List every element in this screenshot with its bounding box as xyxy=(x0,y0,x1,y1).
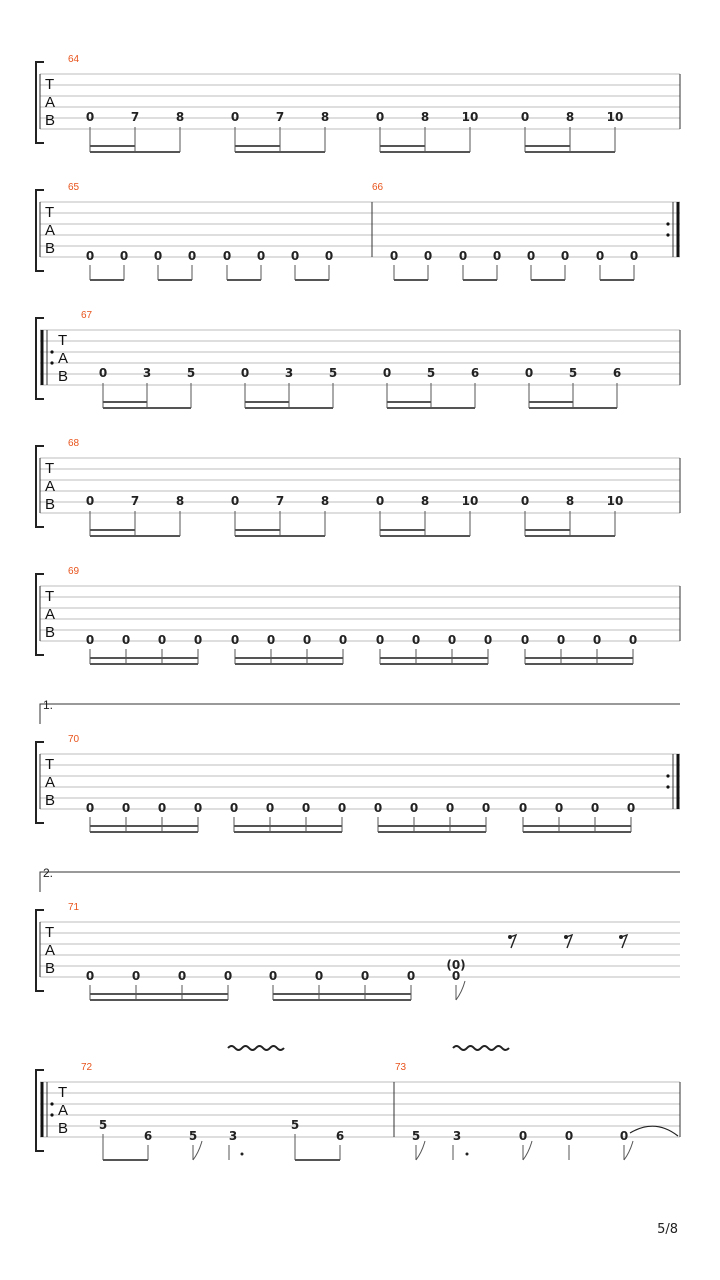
tab-clef-b: B xyxy=(45,496,56,513)
fret-number: 0 xyxy=(406,969,416,983)
fret-number: 6 xyxy=(143,1129,153,1143)
fret-number: 10 xyxy=(461,110,479,124)
eighth-rest-icon xyxy=(508,935,516,948)
fret-number: 0 xyxy=(520,633,530,647)
fret-number: 5 xyxy=(568,366,578,380)
fret-number: 0 xyxy=(266,633,276,647)
repeat-end-dot xyxy=(666,222,669,225)
fret-number: 8 xyxy=(175,110,185,124)
fret-number: 0 xyxy=(222,249,232,263)
measure-number: 69 xyxy=(68,566,80,577)
fret-number: 0 xyxy=(492,249,502,263)
fret-number: 0 xyxy=(592,633,602,647)
measure-number: 67 xyxy=(81,310,93,321)
fret-number: 0 xyxy=(337,801,347,815)
tab-clef-a: A xyxy=(45,478,56,495)
fret-number: 0 xyxy=(324,249,334,263)
fret-number: 0 xyxy=(256,249,266,263)
fret-number: 0 xyxy=(375,110,385,124)
fret-number: 0 xyxy=(360,969,370,983)
tab-clef-t: T xyxy=(45,756,55,773)
fret-number: 0 xyxy=(85,110,95,124)
eighth-rest-icon xyxy=(564,935,572,948)
rhythm-beams xyxy=(90,981,465,1000)
fret-number: 0 xyxy=(230,110,240,124)
tab-clef-t: T xyxy=(58,332,68,349)
tie-icon xyxy=(630,1126,678,1136)
tab-clef-b: B xyxy=(58,1120,69,1137)
fret-number: 5 xyxy=(328,366,338,380)
fret-number: 0 xyxy=(338,633,348,647)
repeat-end-dot xyxy=(666,785,669,788)
fret-number: 0 xyxy=(265,801,275,815)
fret-number: 0 xyxy=(389,249,399,263)
repeat-start-dot xyxy=(50,350,53,353)
fret-number: 6 xyxy=(470,366,480,380)
fret-number: 5 xyxy=(186,366,196,380)
fret-number: 0 xyxy=(302,633,312,647)
fret-number: 0 xyxy=(85,633,95,647)
system-64 xyxy=(36,54,680,152)
fret-number: 5 xyxy=(411,1129,421,1143)
fret-number: 0 xyxy=(518,801,528,815)
fret-number: 0 xyxy=(451,969,461,983)
fret-number: 0 xyxy=(524,366,534,380)
tab-clef-b: B xyxy=(45,240,56,257)
fret-number: 0 xyxy=(85,249,95,263)
fret-number: 0 xyxy=(373,801,383,815)
fret-number: 0 xyxy=(409,801,419,815)
eighth-rest-icon xyxy=(619,935,627,948)
fret-number: 0 xyxy=(628,633,638,647)
system-69 xyxy=(36,566,680,664)
fret-number: 8 xyxy=(420,494,430,508)
fret-number: 6 xyxy=(612,366,622,380)
system-71 xyxy=(36,866,680,1000)
fret-number: 10 xyxy=(606,110,624,124)
fret-number: 8 xyxy=(565,110,575,124)
fret-number: 0 xyxy=(121,633,131,647)
tab-clef-b: B xyxy=(45,112,56,129)
tab-clef-a: A xyxy=(45,774,56,791)
repeat-start-dot xyxy=(50,1102,53,1105)
measure-number: 68 xyxy=(68,438,80,449)
fret-number: 5 xyxy=(188,1129,198,1143)
fret-number: 0 xyxy=(301,801,311,815)
fret-number: 0 xyxy=(619,1129,629,1143)
fret-number: 0 xyxy=(121,801,131,815)
fret-number: 0 xyxy=(240,366,250,380)
fret-number: 0 xyxy=(85,969,95,983)
staff-lines xyxy=(40,1082,680,1137)
repeat-start-dot xyxy=(50,1113,53,1116)
fret-number: 0 xyxy=(481,801,491,815)
system-67 xyxy=(36,310,680,408)
volta-bracket xyxy=(40,872,680,892)
tab-clef-b: B xyxy=(45,792,56,809)
fret-number: 3 xyxy=(284,366,294,380)
fret-number: 0 xyxy=(98,366,108,380)
fret-number: 3 xyxy=(142,366,152,380)
system-65-66 xyxy=(36,182,680,280)
fret-number: 0 xyxy=(411,633,421,647)
fret-number: 5 xyxy=(290,1118,300,1132)
fret-number: 0 xyxy=(229,801,239,815)
staff-lines xyxy=(40,586,680,641)
tab-clef-t: T xyxy=(45,460,55,477)
fret-number: 7 xyxy=(130,110,140,124)
measure-number: 72 xyxy=(81,1062,93,1073)
fret-number: 6 xyxy=(335,1129,345,1143)
measure-number: 64 xyxy=(68,54,80,65)
volta-label: 2. xyxy=(43,866,54,880)
fret-number: 5 xyxy=(98,1118,108,1132)
rhythm-beams xyxy=(90,127,615,152)
fret-number: 0 xyxy=(85,494,95,508)
system-72-73 xyxy=(36,1046,680,1160)
fret-number: 8 xyxy=(565,494,575,508)
fret-number: 0 xyxy=(382,366,392,380)
fret-number: 0 xyxy=(131,969,141,983)
fret-number: 10 xyxy=(461,494,479,508)
repeat-end-dot xyxy=(666,774,669,777)
fret-number: 0 xyxy=(375,633,385,647)
fret-number: 0 xyxy=(447,633,457,647)
staff-lines xyxy=(40,202,680,257)
fret-number: 10 xyxy=(606,494,624,508)
fret-number: 0 xyxy=(629,249,639,263)
repeat-start-dot xyxy=(50,361,53,364)
fret-number: 0 xyxy=(193,633,203,647)
tab-clef-b: B xyxy=(45,960,56,977)
fret-number: 0 xyxy=(483,633,493,647)
fret-number: 0 xyxy=(157,633,167,647)
tab-clef-t: T xyxy=(45,204,55,221)
repeat-end-dot xyxy=(666,233,669,236)
rhythm-beams xyxy=(90,265,634,280)
tab-clef-b: B xyxy=(58,368,69,385)
system-68 xyxy=(36,438,680,536)
fret-number: 3 xyxy=(228,1129,238,1143)
rhythm-beams xyxy=(90,649,633,664)
staff-lines xyxy=(40,330,680,385)
tab-clef-b: B xyxy=(45,624,56,641)
fret-number: 8 xyxy=(320,494,330,508)
fret-number: 0 xyxy=(230,633,240,647)
measure-number: 71 xyxy=(68,902,80,913)
volta-label: 1. xyxy=(43,698,54,712)
vibrato-icon xyxy=(228,1046,284,1050)
vibrato-icon xyxy=(453,1046,509,1050)
tab-clef-t: T xyxy=(58,1084,68,1101)
tab-clef-t: T xyxy=(45,924,55,941)
fret-number: 7 xyxy=(275,110,285,124)
fret-number: 0 xyxy=(375,494,385,508)
fret-number: 0 xyxy=(193,801,203,815)
fret-number: 0 xyxy=(268,969,278,983)
fret-number: 0 xyxy=(556,633,566,647)
fret-number: 0 xyxy=(157,801,167,815)
tab-clef-a: A xyxy=(45,94,56,111)
fret-number: 0 xyxy=(153,249,163,263)
fret-number: 0 xyxy=(560,249,570,263)
fret-number: 0 xyxy=(290,249,300,263)
fret-number: 0 xyxy=(314,969,324,983)
fret-number: 0 xyxy=(85,801,95,815)
fret-number: 8 xyxy=(175,494,185,508)
tab-clef-a: A xyxy=(58,1102,69,1119)
fret-number: 7 xyxy=(275,494,285,508)
fret-number: 0 xyxy=(564,1129,574,1143)
measure-number: 65 xyxy=(68,182,80,193)
measure-number: 73 xyxy=(395,1062,407,1073)
fret-number: 0 xyxy=(445,801,455,815)
fret-number: 0 xyxy=(520,110,530,124)
fret-number: 0 xyxy=(526,249,536,263)
tab-clef-t: T xyxy=(45,588,55,605)
fret-number: 0 xyxy=(626,801,636,815)
tab-clef-a: A xyxy=(45,222,56,239)
fret-number: 0 xyxy=(423,249,433,263)
dot-icon xyxy=(241,1153,244,1156)
fret-number: 0 xyxy=(223,969,233,983)
measure-number: 66 xyxy=(372,182,384,193)
fret-number: 7 xyxy=(130,494,140,508)
ghost-note: (0) xyxy=(446,958,466,972)
rhythm-beams xyxy=(103,1134,633,1160)
tab-clef-t: T xyxy=(45,76,55,93)
system-70 xyxy=(36,698,680,832)
fret-number: 0 xyxy=(554,801,564,815)
measure-number: 70 xyxy=(68,734,80,745)
fret-number: 3 xyxy=(452,1129,462,1143)
fret-number: 0 xyxy=(520,494,530,508)
fret-number: 5 xyxy=(426,366,436,380)
fret-number: 8 xyxy=(420,110,430,124)
tab-clef-a: A xyxy=(45,606,56,623)
fret-number: 0 xyxy=(187,249,197,263)
rhythm-beams xyxy=(90,817,631,832)
fret-number: 0 xyxy=(177,969,187,983)
dot-icon xyxy=(466,1153,469,1156)
tab-clef-a: A xyxy=(58,350,69,367)
page-number: 5/8 xyxy=(657,1222,678,1237)
volta-bracket xyxy=(40,704,680,724)
fret-number: 0 xyxy=(458,249,468,263)
fret-number: 8 xyxy=(320,110,330,124)
tab-clef-a: A xyxy=(45,942,56,959)
staff-lines xyxy=(40,754,680,809)
rhythm-beams xyxy=(90,511,615,536)
fret-number: 0 xyxy=(590,801,600,815)
fret-number: 0 xyxy=(595,249,605,263)
fret-number: 0 xyxy=(518,1129,528,1143)
rhythm-beams xyxy=(103,383,617,408)
fret-number: 0 xyxy=(230,494,240,508)
fret-number: 0 xyxy=(119,249,129,263)
